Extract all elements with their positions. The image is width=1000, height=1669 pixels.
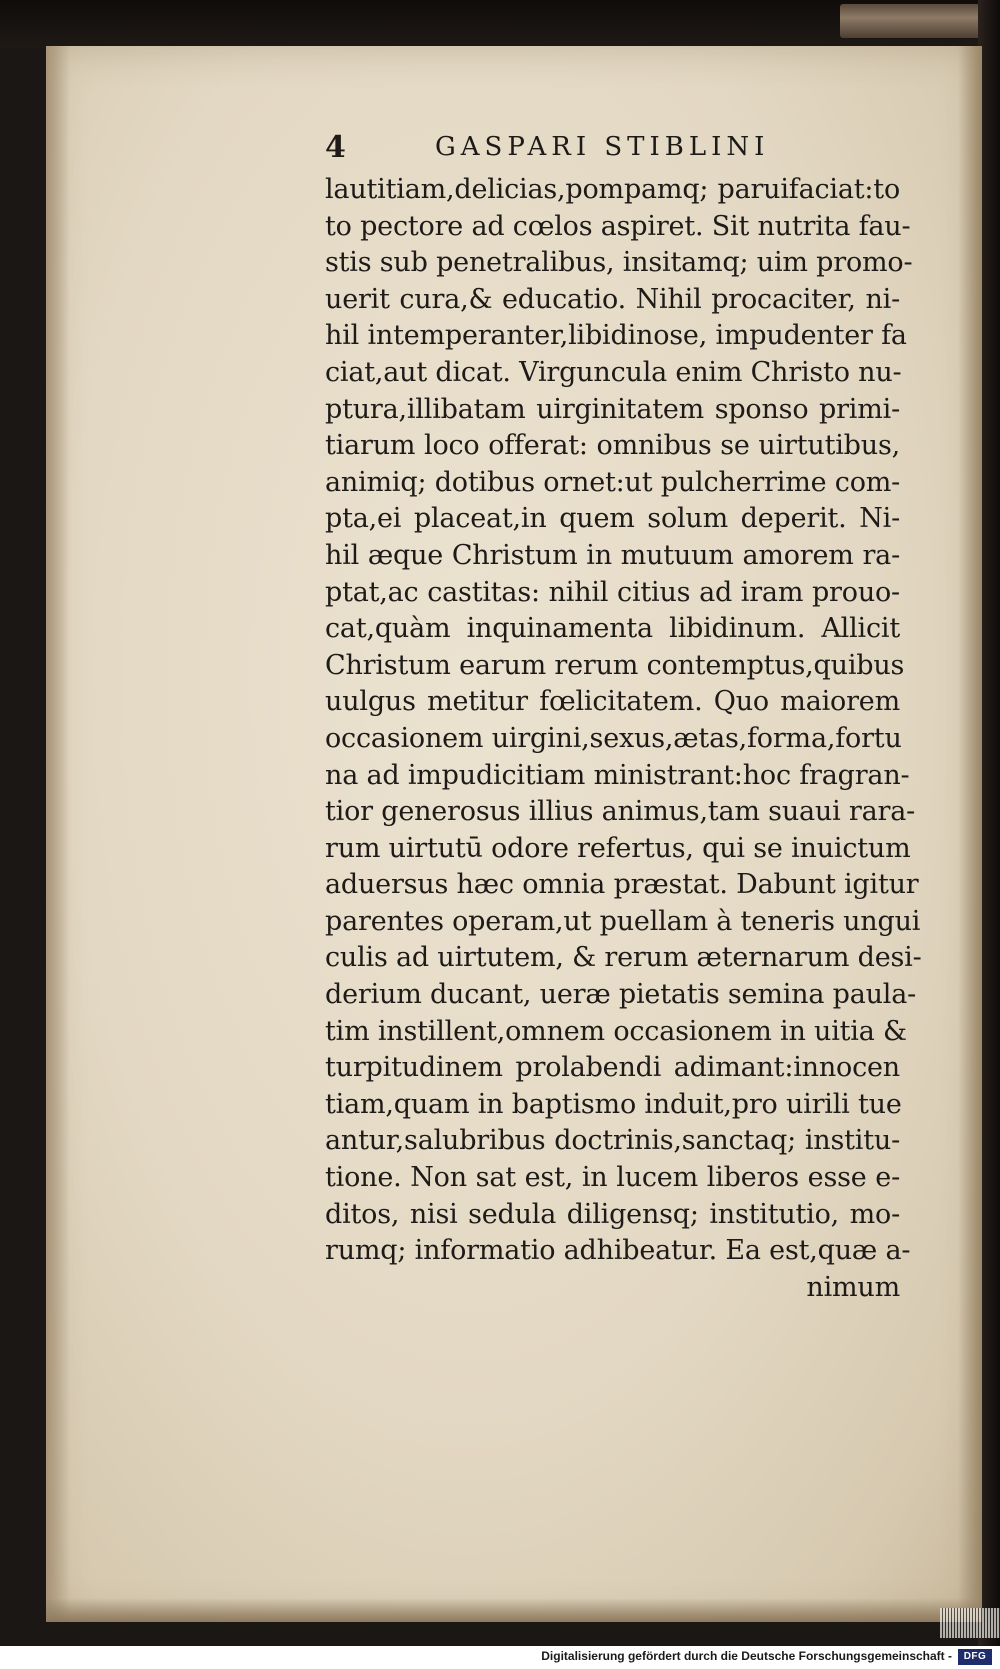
text-line: culis ad uirtutem, & rerum æternarum desi- — [325, 942, 922, 974]
body-text — [325, 172, 950, 1306]
text-line: animiq; dotibus ornet:ut pulcherrime com- — [325, 466, 901, 498]
text-line: parentes operam,ut puellam à teneris ungui — [325, 905, 921, 937]
page-number: 4 — [325, 130, 351, 165]
text-line: ptat,ac castitas: nihil citius ad iram prouo- — [325, 576, 900, 608]
footer-credit: Digitalisierung gefördert durch die Deutsche Forschungsgemeinschaft - — [541, 1649, 952, 1663]
text-line: pta,ei placeat,in quem solum deperit. Ni- — [325, 503, 900, 535]
text-line: Christum earum rerum contemptus,quibus — [325, 649, 905, 681]
text-line: na ad impudicitiam ministrant:hoc fragran- — [325, 759, 910, 791]
dfg-logo-icon: DFG — [958, 1649, 992, 1665]
page-edge-shadow-right — [958, 46, 982, 1622]
text-line: stis sub penetralibus, insitamq; uim promo- — [325, 247, 913, 279]
catchword: nimum — [806, 1271, 900, 1303]
text-line: lautitiam,delicias,pompamq; paruifaciat:to — [325, 174, 900, 205]
text-line: hil æque Christum in mutuum amorem ra- — [325, 539, 900, 571]
running-head-title: GASPARI STIBLINI — [435, 132, 770, 162]
text-line: to pectore ad cœlos aspiret. Sit nutrita fau- — [325, 210, 911, 242]
text-line: tione. Non sat est, in lucem liberos esse e- — [325, 1162, 900, 1194]
text-line: tim instillent,omnem occasionem in uitia & — [325, 1015, 907, 1047]
scan-ruler — [940, 1608, 1000, 1638]
running-head — [325, 130, 950, 172]
text-line: hil intemperanter,libidinose, impudenter fa — [325, 320, 907, 352]
text-line: derium ducant, ueræ pietatis semina paula- — [325, 979, 917, 1011]
text-line: uulgus metitur fœlicitatem. Quo maiorem — [325, 686, 900, 718]
text-line: aduersus hæc omnia præstat. Dabunt igitur — [325, 869, 919, 901]
binding-leather-strip — [840, 4, 1000, 38]
page-edge-shadow-bottom — [46, 1598, 982, 1622]
text-line: tiam,quam in baptismo induit,pro uirili tue — [325, 1088, 902, 1120]
text-line: antur,salubribus doctrinis,sanctaq; institu- — [325, 1125, 900, 1157]
page-edge-shadow-left — [46, 46, 70, 1622]
text-line: ditos, nisi sedula diligensq; institutio, mo- — [325, 1198, 900, 1230]
text-line: ptura,illibatam uirginitatem sponso primi- — [325, 393, 900, 425]
text-line: uerit cura,& educatio. Nihil procaciter, ni- — [325, 283, 900, 315]
text-line: tiarum loco offerat: omnibus se uirtutibus, — [325, 430, 900, 462]
text-line: rumq; informatio adhibeatur. Ea est,quæ a- — [325, 1235, 911, 1267]
text-line: turpitudinem prolabendi adimant:innocen — [325, 1052, 900, 1084]
text-line: ciat,aut dicat. Virguncula enim Christo nu- — [325, 356, 902, 388]
text-line: cat,quàm inquinamenta libidinum. Allicit — [325, 613, 900, 645]
text-line: occasionem uirgini,sexus,ætas,forma,fortu — [325, 722, 902, 754]
digitization-footer — [0, 1646, 1000, 1669]
text-line: rum uirtutū odore refertus, qui se inuictum — [325, 832, 911, 864]
text-line: tior generosus illius animus,tam suaui rara- — [325, 796, 916, 828]
text-block — [325, 130, 950, 1306]
